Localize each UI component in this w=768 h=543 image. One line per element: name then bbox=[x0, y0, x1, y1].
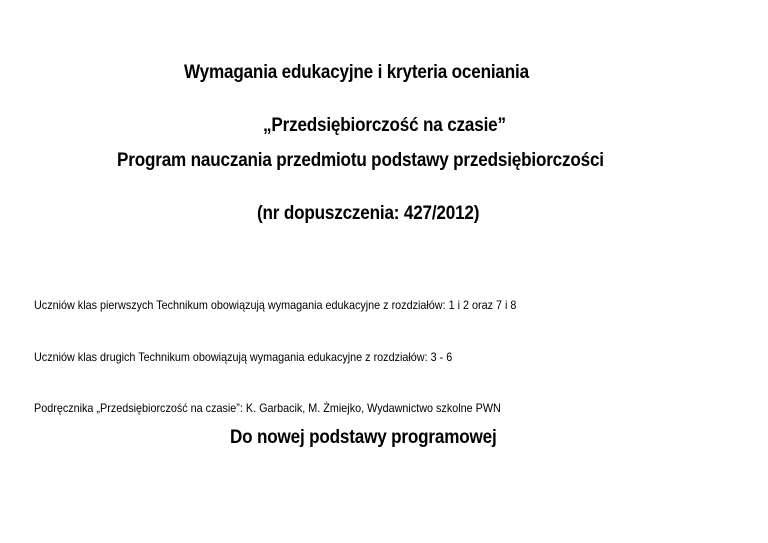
approval-number: (nr dopuszczenia: 427/2012) bbox=[257, 203, 480, 224]
note-textbook: Podręcznika „Przedsiębiorczość na czasie”: K. Garbacik, M. Żmiejko, Wydawnictwo szkolne PWN bbox=[34, 401, 501, 415]
note-first-year-classes: Uczniów klas pierwszych Technikum obowiązują wymagania edukacyjne z rozdziałów: 1 i 2 oraz 7 i 8 bbox=[34, 298, 517, 312]
program-title: Program nauczania przedmiotu podstawy przedsiębiorczości bbox=[117, 150, 604, 171]
note-second-year-classes: Uczniów klas drugich Technikum obowiązują wymagania edukacyjne z rozdziałów: 3 - 6 bbox=[34, 350, 453, 364]
document-title: Wymagania edukacyjne i kryteria oceniania bbox=[184, 62, 529, 83]
closing-heading: Do nowej podstawy programowej bbox=[230, 427, 497, 448]
textbook-title: „Przedsiębiorczość na czasie” bbox=[263, 115, 506, 136]
